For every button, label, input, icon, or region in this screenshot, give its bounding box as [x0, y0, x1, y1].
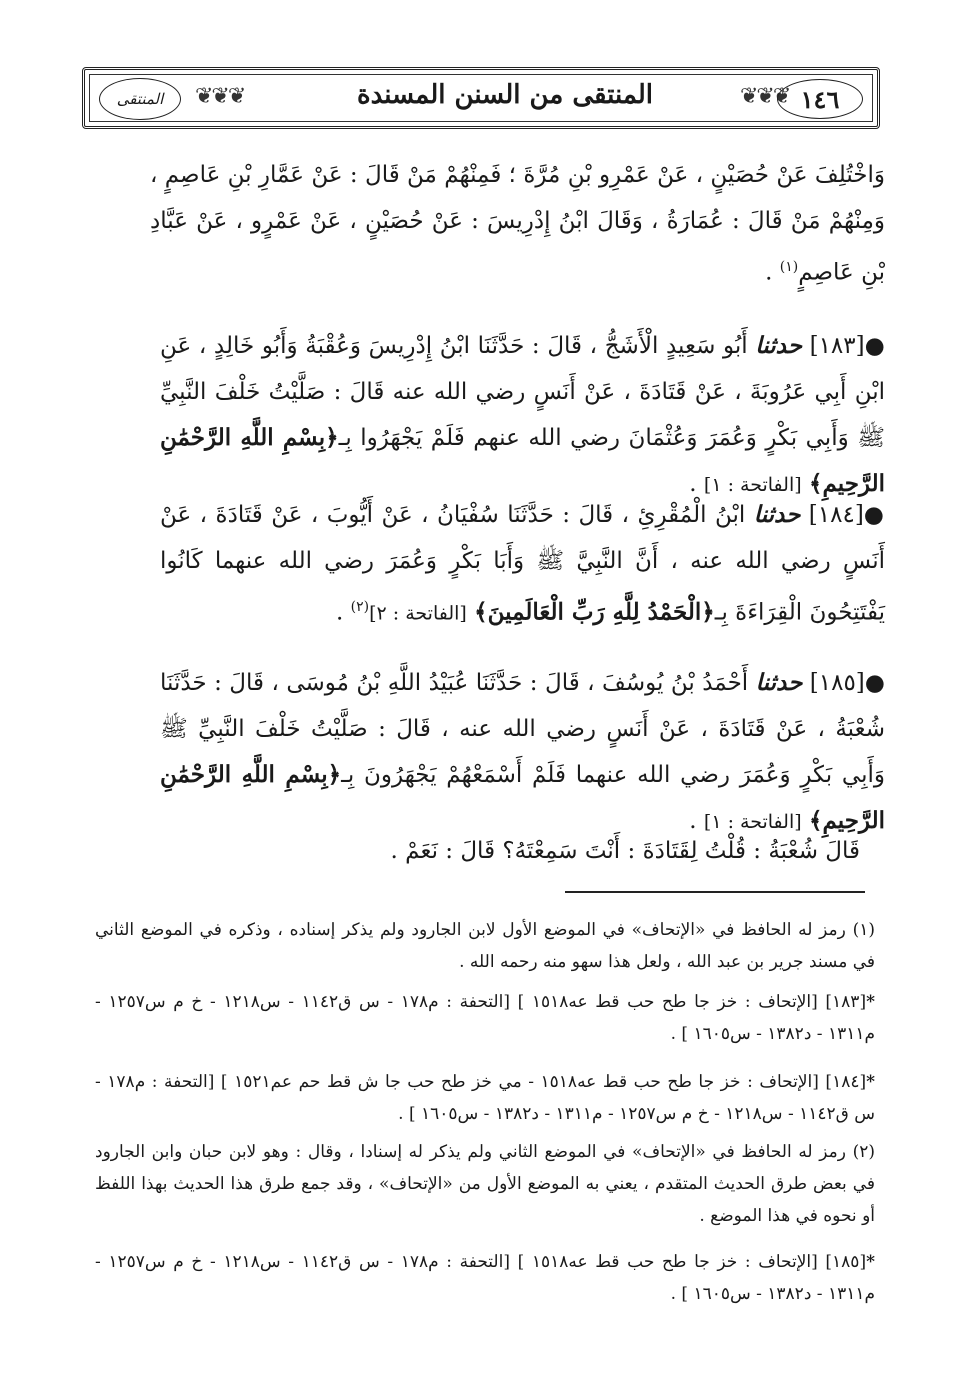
footnote-184: [95, 1066, 875, 1130]
hadith-text: ابْنُ الْمُقْرِئِ ، قَالَ : حَدَّثَنَا سُفْيَانُ ، عَنْ أَيُّوبَ ، عَنْ قَتَادَةَ ، عَنْ أَنَسٍ رضي الله عنه ، أَنَّ النَّبِيَّ ﷺ وَأَبَا بَكْرٍ وَعُمَرَ رضي الله عنهما كَانُوا يَفْتَتِحُونَ الْقِرَاءَةَ بِـ: [160, 502, 885, 626]
bullet-icon: ●: [864, 669, 885, 696]
sura-reference: [الفاتحة : ٢]: [369, 602, 467, 625]
hadith-number: [١٨٥]: [809, 670, 865, 696]
book-emblem: [99, 78, 181, 120]
intro-text: وَاخْتُلِفَ عَنْ حُصَيْنٍ ، عَنْ عَمْرِو بْنِ مُرَّةَ ؛ فَمِنْهُمْ مَنْ قَالَ : عَنْ عَمَّارِ بْنِ عَاصِمٍ ، وَمِنْهُمْ مَنْ قَالَ : عُمَارَةُ ، وَقَالَ ابْنُ إِدْرِيسَ : عَنْ حُصَيْنٍ ، عَنْ عَمْرٍو ، عَنْ عَبَّادِ بْنِ عَاصِمٍ: [150, 162, 885, 286]
quran-verse: ﴿بِسْمِ اللَّهِ الرَّحْمَٰنِ الرَّحِيمِ﴾: [160, 761, 885, 834]
haddathana-label: حدثنا: [753, 501, 801, 528]
hadith-text: أَبُو سَعِيدٍ الْأَشَجُّ ، قَالَ : حَدَّثَنَا ابْنُ إِدْرِيسَ وَعُقْبَةُ وَأَبُو خَالِدٍ ، عَنِ ابْنِ أَبِي عَرُوبَةَ ، عَنْ قَتَادَةَ ، عَنْ أَنَسٍ رضي الله عنه قَالَ : صَلَّيْتُ خَلْفَ النَّبِيِّ ﷺ وَأَبِي بَكْرٍ وَعُمَرَ وَعُثْمَانَ رضي الله عنهم فَلَمْ يَجْهَرُوا بِـ: [160, 333, 885, 451]
footnote-1: (١) رمز له الحافظ في «الإتحاف» في الموضع الأول لابن الجارود ولم يذكر إسناده ، وذكره في الموضع الثاني في مسند جرير بن عبد الله ، ولعل هذا سهو منه رحمه الله .: [95, 920, 875, 972]
star-icon: *: [866, 1072, 875, 1092]
haddathana-label: حدثنا: [755, 332, 802, 359]
hadith-end: .: [689, 471, 704, 497]
footnote-183-text: [١٨٣] [الإتحاف : خز جا طح حب قط عه١٥١٨ ] [التحفة : م١٧٨ - س ق١١٤٢ - س١٢١٨ - خ م س١٢٥٧ - م١٣١١ - د١٣٨٢ - س١٦٠٥ ] .: [95, 992, 875, 1044]
bullet-icon: ●: [863, 501, 885, 528]
hadith-number: [١٨٣]: [809, 333, 865, 359]
footnote-184-text: [١٨٤] [الإتحاف : خز جا طح حب قط عه١٥١٨ - مي خز طح حب جا ش قط حم عم١٥٢١ ] [التحفة : م١٧٨ - س ق١١٤٢ - س١٢١٨ - خ م س١٢٥٧ - م١٣١١ - د١٣٨٢ - س١٦٠٥ ] .: [95, 1072, 875, 1124]
ornament-left-icon: ❦❦❦: [195, 84, 245, 109]
hadith-end: .: [689, 808, 704, 834]
intro-end: .: [765, 259, 780, 286]
footnote-divider: [565, 891, 865, 893]
star-icon: *: [866, 992, 875, 1012]
quran-verse: ﴿الْحَمْدُ لِلَّهِ رَبِّ الْعَالَمِينَ﴾: [474, 598, 715, 626]
hadith-185-tail: قَالَ شُعْبَةُ : قُلْتُ لِقَتَادَةَ : أَنْتَ سَمِعْتَهُ؟ قَالَ : نَعَمْ .: [390, 838, 860, 864]
ornament-right-icon: ❦❦❦: [740, 84, 790, 109]
star-icon: *: [866, 1252, 875, 1272]
footnote-183: [95, 986, 875, 1050]
hadith-183: [160, 323, 885, 508]
hadith-text: أَحْمَدُ بْنُ يُوسُفَ ، قَالَ : حَدَّثَنَا عُبَيْدُ اللَّهِ بْنُ مُوسَى ، قَالَ : حَدَّثَنَا شُعْبَةُ ، عَنْ قَتَادَةَ ، عَنْ أَنَسٍ رضي الله عنه ، قَالَ : صَلَّيْتُ خَلْفَ النَّبِيِّ ﷺ وَأَبِي بَكْرٍ وَعُمَرَ رضي الله عنهما فَلَمْ أَسْمَعْهُمْ يَجْهَرُونَ بِـ: [160, 670, 885, 788]
intro-paragraph: [150, 152, 885, 296]
book-title: المنتقى من السنن المسندة: [356, 80, 654, 110]
hadith-number: [١٨٤]: [808, 502, 864, 528]
page-header: [82, 67, 880, 129]
bullet-icon: ●: [864, 332, 885, 359]
footnote-ref-1: (١): [779, 259, 799, 275]
page-number: ١٤٦: [777, 79, 863, 119]
hadith-184: [160, 492, 885, 637]
haddathana-label: حدثنا: [755, 669, 803, 696]
footnote-185-text: [١٨٥] [الإتحاف : خز جا طح حب قط عه١٥١٨ ] [التحفة : م١٧٨ - س ق١١٤٢ - س١٢١٨ - خ م س١٢٥٧ - م١٣١١ - د١٣٨٢ - س١٦٠٥ ] .: [95, 1252, 875, 1304]
hadith-end: .: [336, 599, 351, 626]
emblem-text: المنتقى: [116, 90, 164, 108]
sura-reference: [الفاتحة : ١]: [703, 474, 802, 496]
quran-verse: ﴿بِسْمِ اللَّهِ الرَّحْمَٰنِ الرَّحِيمِ﴾: [160, 424, 885, 497]
footnote-2: (٢) رمز له الحافظ في «الإتحاف» في الموضع الثاني ولم يذكر له إسنادا ، وقال : وهو لابن حبان وابن الجارود في بعض طرق الحديث المتقدم ، يعني به الموضع الأول من «الإتحاف» ، وقد جمع طرق هذا الحديث بهذا اللفظ أو نحوه في هذا الموضع .: [95, 1142, 876, 1226]
footnote-ref-2: (٢): [350, 599, 370, 615]
footnote-185: [95, 1246, 875, 1310]
hadith-185: [160, 660, 885, 845]
sura-reference: [الفاتحة : ١]: [703, 811, 802, 833]
